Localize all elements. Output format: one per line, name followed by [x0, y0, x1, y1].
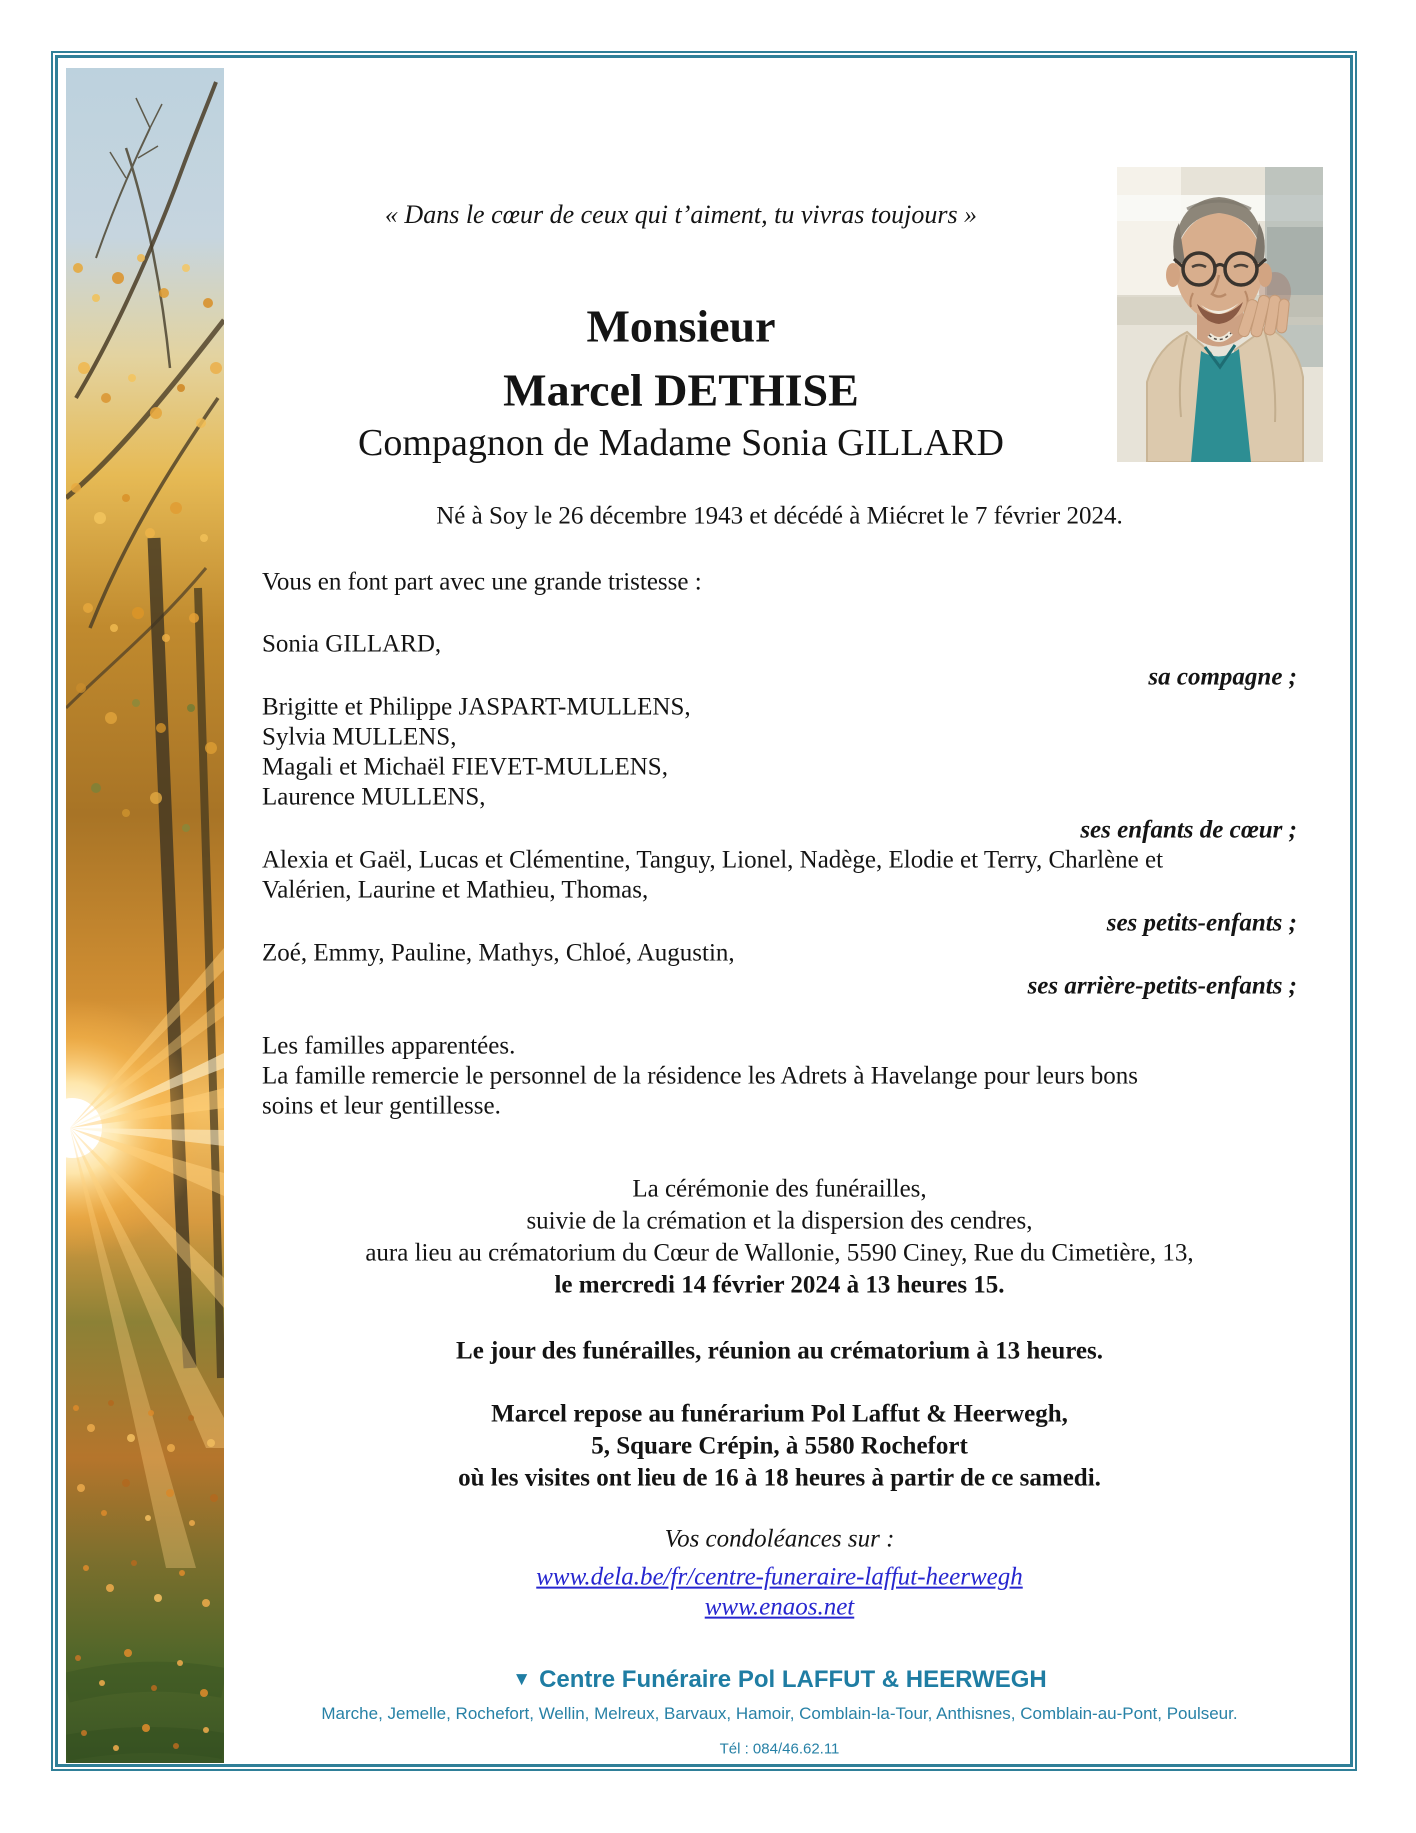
condolence-link-row — [262, 1594, 1297, 1623]
child-name: Sylvia MULLENS, — [262, 723, 457, 751]
grandchildren-role: ses petits-enfants ; — [1106, 909, 1297, 937]
condolence-link-enaos[interactable]: www.enaos.net — [704, 1593, 855, 1621]
meeting-line: Le jour des funérailles, réunion au crématorium à 13 heures. — [456, 1337, 1103, 1365]
funeral-home-phone: Tél : 084/46.62.11 — [719, 1740, 840, 1758]
memorial-quote: « Dans le cœur de ceux qui t’aiment, tu vivras toujours » — [384, 200, 978, 230]
life-dates: Né à Soy le 26 décembre 1943 et décédé à Miécret le 7 février 2024. — [436, 502, 1123, 530]
great-grandchildren-names: Zoé, Emmy, Pauline, Mathys, Chloé, Augustin, — [262, 939, 735, 967]
title-monsieur: Monsieur — [586, 300, 776, 352]
child-name: Laurence MULLENS, — [262, 783, 486, 811]
child-name: Brigitte et Philippe JASPART-MULLENS, — [262, 693, 691, 721]
ceremony-line1: La cérémonie des funérailles, — [632, 1175, 927, 1203]
thanks-line2: soins et leur gentillesse. — [262, 1092, 501, 1120]
children-role: ses enfants de cœur ; — [1080, 816, 1297, 844]
condolences-label: Vos condoléances sur : — [664, 1525, 895, 1553]
grandchildren-names-line1: Alexia et Gaël, Lucas et Clémentine, Tanguy, Lionel, Nadège, Elodie et Terry, Charlène et — [262, 846, 1164, 874]
ceremony-line3: aura lieu au crématorium du Cœur de Wallonie, 5590 Ciney, Rue du Cimetière, 13, — [365, 1239, 1194, 1267]
partner-role: sa compagne ; — [1148, 663, 1297, 691]
thanks-line1: La famille remercie le personnel de la résidence les Adrets à Havelange pour leurs bons — [262, 1062, 1139, 1090]
repose-line3: où les visites ont lieu de 16 à 18 heures à partir de ce samedi. — [458, 1464, 1101, 1492]
condolence-link-row — [262, 1564, 1297, 1593]
repose-line2: 5, Square Crépin, à 5580 Rochefort — [591, 1432, 968, 1460]
condolence-link-dela[interactable]: www.dela.be/fr/centre-funeraire-laffut-heerwegh — [536, 1563, 1023, 1591]
funeral-home-brand — [262, 1666, 1297, 1694]
ceremony-date: le mercredi 14 février 2024 à 13 heures 15. — [554, 1271, 1005, 1299]
repose-line1: Marcel repose au funérarium Pol Laffut & Heerwegh, — [491, 1400, 1068, 1428]
great-grandchildren-role: ses arrière-petits-enfants ; — [1027, 972, 1297, 1000]
brand-arrow-icon: ▼ — [512, 1669, 532, 1691]
ceremony-line2: suivie de la crémation et la dispersion des cendres, — [526, 1207, 1033, 1235]
grandchildren-names-line2: Valérien, Laurine et Mathieu, Thomas, — [262, 876, 649, 904]
autumn-photo-strip — [66, 68, 224, 1763]
relation-line: Compagnon de Madame Sonia GILLARD — [358, 422, 1004, 465]
child-name: Magali et Michaël FIEVET-MULLENS, — [262, 753, 668, 781]
brand-name: Centre Funéraire Pol LAFFUT & HEERWEGH — [539, 1666, 1047, 1694]
announcement-intro: Vous en font part avec une grande tristesse : — [262, 568, 702, 596]
related-families-line: Les familles apparentées. — [262, 1032, 516, 1060]
autumn-photo-graphic — [66, 68, 224, 1763]
announcement-content — [262, 0, 1297, 1833]
partner-name: Sonia GILLARD, — [262, 630, 442, 658]
funeral-home-locations: Marche, Jemelle, Rochefort, Wellin, Melreux, Barvaux, Hamoir, Comblain-la-Tour, Anthisnes, Comblain-au-Pont, Poulseur. — [321, 1704, 1238, 1724]
deceased-name: Marcel DETHISE — [503, 364, 859, 416]
